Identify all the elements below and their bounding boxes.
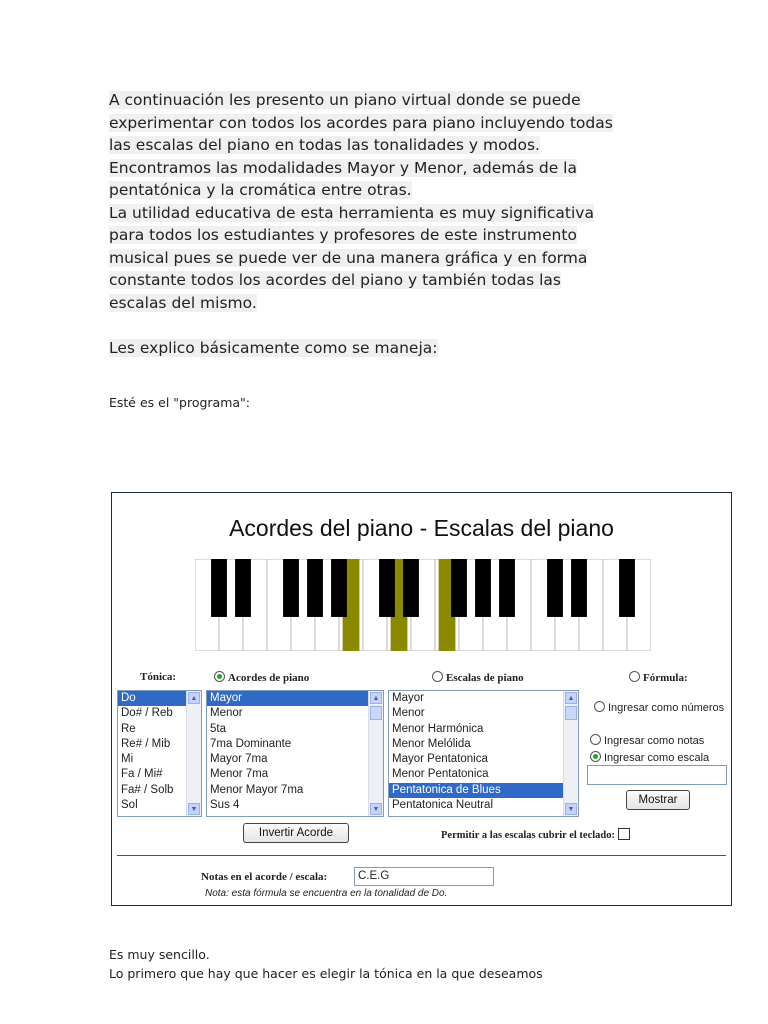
radio-icon bbox=[594, 701, 605, 712]
scroll-down-icon[interactable]: ▼ bbox=[188, 803, 200, 815]
list-item[interactable]: Menor Mayor 7ma bbox=[210, 783, 304, 796]
formula-label: Fórmula: bbox=[643, 672, 688, 684]
opt-numeros-label: Ingresar como números bbox=[608, 702, 725, 714]
list-item[interactable]: Menor Harmónica bbox=[392, 722, 484, 735]
opt-notas[interactable] bbox=[590, 734, 704, 747]
acordes-label: Acordes de piano bbox=[228, 672, 310, 684]
escalas-listbox[interactable] bbox=[388, 690, 579, 817]
intro-line: A continuación les presento un piano virtual donde se puede bbox=[109, 91, 581, 109]
tonica-label: Tónica: bbox=[140, 671, 177, 683]
scroll-up-icon[interactable]: ▲ bbox=[370, 692, 382, 704]
intro-line: musical pues se puede ver de una manera gráfica y en forma bbox=[109, 248, 588, 267]
tonica-listbox[interactable] bbox=[117, 690, 202, 817]
black-key[interactable] bbox=[307, 559, 323, 617]
outro-line: Lo primero que hay que hacer es elegir la tónica en la que deseamos bbox=[109, 966, 543, 981]
black-key[interactable] bbox=[451, 559, 467, 617]
invertir-acorde-button[interactable]: Invertir Acorde bbox=[243, 823, 349, 843]
list-item[interactable]: Do bbox=[118, 691, 201, 706]
intro-line: experimentar con todos los acordes para piano incluyendo todas bbox=[109, 113, 613, 132]
list-item[interactable]: 5ta bbox=[210, 722, 226, 735]
permitir-checkbox[interactable] bbox=[618, 828, 630, 840]
escalas-label: Escalas de piano bbox=[446, 672, 524, 684]
list-item[interactable]: Re bbox=[121, 722, 136, 735]
radio-icon bbox=[432, 671, 443, 682]
acordes-radio[interactable] bbox=[214, 671, 309, 684]
black-key[interactable] bbox=[619, 559, 635, 617]
scrollbar[interactable] bbox=[563, 691, 578, 816]
outro-text bbox=[109, 945, 543, 983]
piano-app-screenshot bbox=[111, 492, 732, 906]
list-item[interactable]: Fa# / Solb bbox=[121, 783, 174, 796]
black-key[interactable] bbox=[547, 559, 563, 617]
list-item[interactable]: Pentatonica Neutral bbox=[392, 799, 494, 812]
list-item[interactable]: 7ma Dominante bbox=[210, 737, 292, 750]
black-key[interactable] bbox=[331, 559, 347, 617]
list-item[interactable]: Mayor bbox=[207, 691, 383, 706]
intro-line: Encontramos las modalidades Mayor y Menor, además de la bbox=[109, 158, 577, 177]
opt-notas-label: Ingresar como notas bbox=[604, 735, 705, 747]
list-item[interactable]: Menor bbox=[392, 707, 425, 720]
divider bbox=[117, 855, 726, 856]
permitir-option[interactable] bbox=[441, 828, 630, 841]
list-item[interactable]: Mayor 7ma bbox=[210, 753, 268, 766]
list-item[interactable]: Fa / Mi# bbox=[121, 768, 163, 781]
notas-field[interactable]: C.E.G bbox=[354, 867, 494, 886]
list-item[interactable]: Menor bbox=[210, 707, 243, 720]
opt-escala[interactable] bbox=[590, 751, 709, 764]
list-item[interactable]: Do# / Reb bbox=[121, 707, 173, 720]
black-key[interactable] bbox=[403, 559, 419, 617]
scroll-down-icon[interactable]: ▼ bbox=[370, 803, 382, 815]
acordes-listbox[interactable] bbox=[206, 690, 384, 817]
program-label: Esté es el "programa": bbox=[109, 395, 251, 410]
scroll-thumb[interactable] bbox=[565, 706, 577, 720]
list-item[interactable]: Mayor Pentatonica bbox=[392, 753, 488, 766]
scrollbar[interactable] bbox=[368, 691, 383, 816]
list-item[interactable]: Pentatonica de Blues bbox=[389, 783, 578, 798]
scroll-up-icon[interactable]: ▲ bbox=[565, 692, 577, 704]
formula-radio[interactable] bbox=[629, 671, 688, 684]
opt-escala-label: Ingresar como escala bbox=[604, 752, 710, 764]
black-key[interactable] bbox=[211, 559, 227, 617]
radio-icon bbox=[214, 671, 225, 682]
permitir-label: Permitir a las escalas cubrir el teclado: bbox=[441, 830, 615, 841]
list-item[interactable]: Sol bbox=[121, 799, 138, 812]
outro-line: Es muy sencillo. bbox=[109, 947, 210, 962]
intro-paragraph bbox=[109, 89, 669, 314]
radio-icon bbox=[590, 751, 601, 762]
formula-input[interactable] bbox=[587, 765, 727, 785]
black-key[interactable] bbox=[475, 559, 491, 617]
scroll-up-icon[interactable]: ▲ bbox=[188, 692, 200, 704]
formula-note: Nota: esta fórmula se encuentra en la tonalidad de Do. bbox=[205, 888, 448, 899]
list-item[interactable]: Menor Pentatonica bbox=[392, 768, 489, 781]
opt-numeros[interactable] bbox=[588, 701, 728, 715]
escalas-radio[interactable] bbox=[432, 671, 524, 684]
intro-line: para todos los estudiantes y profesores de este instrumento bbox=[109, 226, 577, 244]
black-key[interactable] bbox=[571, 559, 587, 617]
howto-heading: Les explico básicamente como se maneja: bbox=[109, 339, 438, 357]
black-key[interactable] bbox=[499, 559, 515, 617]
black-key[interactable] bbox=[235, 559, 251, 617]
black-key[interactable] bbox=[283, 559, 299, 617]
list-item[interactable]: Mayor bbox=[392, 692, 424, 704]
intro-line: constante todos los acordes del piano y también todas las bbox=[109, 271, 561, 289]
intro-line: las escalas del piano en todas las tonalidades y modos. bbox=[109, 136, 540, 154]
notas-label: Notas en el acorde / escala: bbox=[201, 871, 328, 883]
list-item[interactable]: Re# / Mib bbox=[121, 737, 171, 750]
piano-keyboard[interactable] bbox=[195, 559, 651, 651]
intro-line: La utilidad educativa de esta herramienta es muy significativa bbox=[109, 203, 594, 222]
intro-line: pentatónica y la cromática entre otras. bbox=[109, 181, 412, 199]
list-item[interactable]: Menor 7ma bbox=[210, 768, 269, 781]
black-key[interactable] bbox=[379, 559, 395, 617]
scrollbar[interactable] bbox=[186, 691, 201, 816]
radio-icon bbox=[590, 734, 601, 745]
scroll-down-icon[interactable]: ▼ bbox=[565, 803, 577, 815]
list-item[interactable]: Mi bbox=[121, 753, 134, 766]
scroll-thumb[interactable] bbox=[370, 706, 382, 720]
mostrar-button[interactable]: Mostrar bbox=[626, 790, 690, 810]
list-item[interactable]: Sus 4 bbox=[210, 799, 240, 812]
radio-icon bbox=[629, 671, 640, 682]
list-item[interactable]: Menor Melólida bbox=[392, 737, 471, 750]
intro-line: escalas del mismo. bbox=[109, 293, 257, 312]
app-title: Acordes del piano - Escalas del piano bbox=[229, 515, 614, 541]
